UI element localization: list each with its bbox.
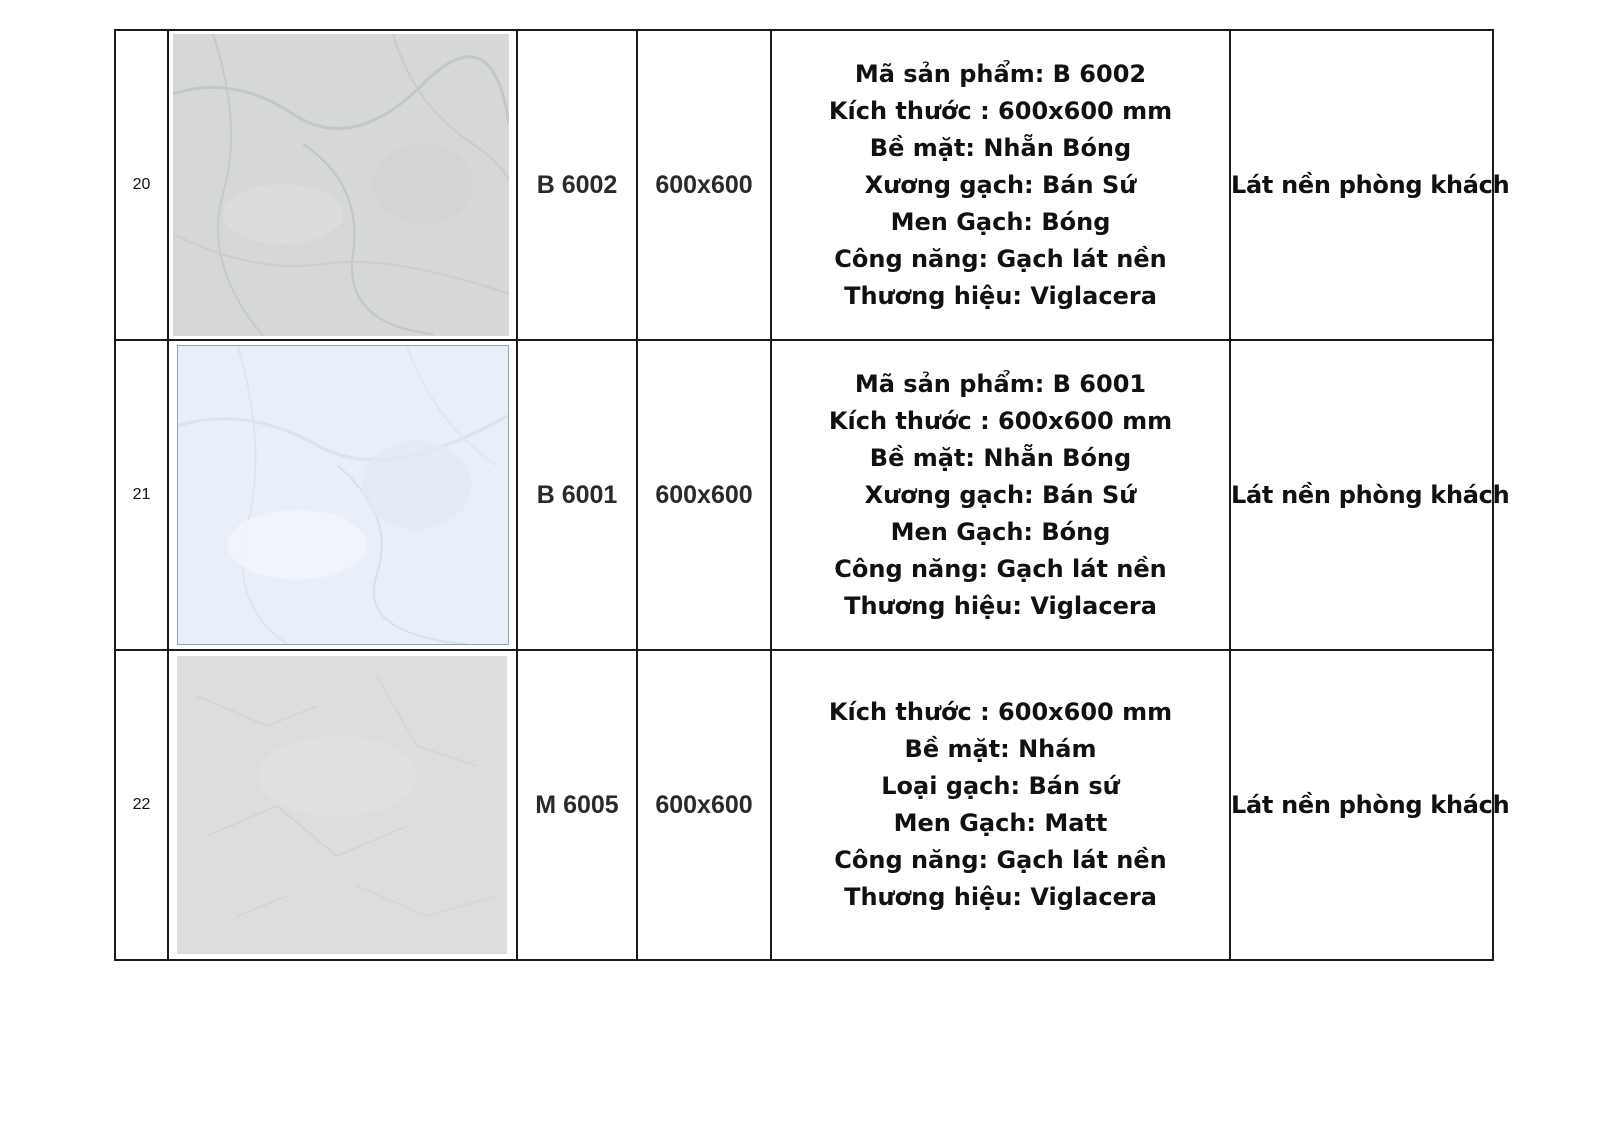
description-line: Công năng: Gạch lát nền	[834, 554, 1167, 583]
row-number: 20	[115, 30, 168, 340]
description-line: Mã sản phẩm: B 6002	[854, 59, 1147, 88]
description-line: Kích thước : 600x600 mm	[828, 96, 1173, 125]
description-line: Thương hiệu: Viglacera	[844, 883, 1157, 911]
description-line: Mã sản phẩm: B 6001	[854, 369, 1147, 398]
description-line: Xương gạch: Bán Sứ	[864, 170, 1137, 199]
product-code: B 6002	[517, 30, 637, 340]
row-number: 21	[115, 340, 168, 650]
product-description	[771, 340, 1230, 650]
tile-swatch-grey-marble-icon	[173, 34, 509, 336]
tile-swatch-light-grey-matt-icon	[177, 656, 507, 954]
product-image-cell	[168, 340, 517, 650]
row-number: 22	[115, 650, 168, 960]
product-size: 600x600	[637, 30, 771, 340]
tile-swatch-white-blue-marble-icon	[177, 345, 509, 645]
table-row	[115, 340, 1493, 650]
description-line: Thương hiệu: Viglacera	[844, 281, 1157, 310]
description-line: Bề mặt: Nhám	[904, 735, 1097, 763]
product-table	[114, 29, 1510, 961]
product-description	[771, 30, 1230, 340]
product-description	[771, 650, 1230, 960]
description-line: Kích thước : 600x600 mm	[828, 698, 1173, 726]
description-line: Loại gạch: Bán sứ	[881, 772, 1120, 800]
product-code: M 6005	[517, 650, 637, 960]
product-usage: Lát nền phòng khách	[1230, 650, 1493, 960]
product-code: B 6001	[517, 340, 637, 650]
product-usage: Lát nền phòng khách	[1230, 30, 1493, 340]
product-size: 600x600	[637, 650, 771, 960]
product-image-cell	[168, 30, 517, 340]
product-size: 600x600	[637, 340, 771, 650]
description-line: Công năng: Gạch lát nền	[834, 846, 1167, 874]
product-usage: Lát nền phòng khách	[1230, 340, 1493, 650]
description-line: Thương hiệu: Viglacera	[844, 591, 1157, 620]
table-row	[115, 650, 1493, 960]
description-line: Bề mặt: Nhẵn Bóng	[869, 443, 1132, 472]
description-line: Kích thước : 600x600 mm	[828, 406, 1173, 435]
description-line: Bề mặt: Nhẵn Bóng	[869, 133, 1132, 162]
description-line: Công năng: Gạch lát nền	[834, 244, 1167, 273]
description-line: Men Gạch: Matt	[893, 809, 1108, 837]
table-row	[115, 30, 1493, 340]
description-line: Xương gạch: Bán Sứ	[864, 480, 1137, 509]
description-line: Men Gạch: Bóng	[890, 517, 1111, 546]
description-line: Men Gạch: Bóng	[890, 207, 1111, 236]
product-image-cell	[168, 650, 517, 960]
